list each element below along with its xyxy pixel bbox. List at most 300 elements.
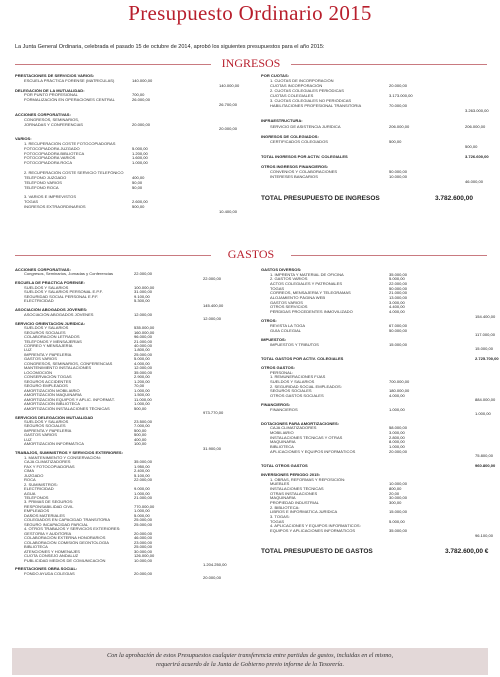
row-label: Congresos, Seminarios, Jornadas y Conferencias — [23, 272, 145, 277]
footer-line-1: Con la aprobación de estos Presupuestos cualquier transferencia entre partidas de gastos, incluidas en el mismo, — [106, 652, 394, 659]
row-label: OTRAS INSTALACIONES — [269, 492, 391, 497]
row-amount: 100,00 — [134, 442, 147, 447]
row-total: 22.000,00 — [203, 276, 222, 281]
row-label: IMPUESTOS: — [261, 337, 287, 342]
row-label: SEGUROS SOCIALES — [23, 424, 145, 429]
row-label: 2. GASTOS VARIOS — [269, 277, 391, 282]
row-label: INGRESOS EXTRAORDINARIOS — [23, 205, 145, 210]
row-label: 2. RECUPERACIÓN COSTE SERVICIO TELEFÓNICO — [23, 171, 145, 176]
row-label: AMORTIZACIÓN EQUIPOS Y APLIC. INFORMÁT. — [23, 398, 145, 403]
row-amount: 4.000,00 — [389, 309, 405, 314]
row-amount: 35.000,00 — [134, 370, 153, 375]
row-label: PUBLICIDAD MEDIOS DE COMUNICACIÓN — [23, 559, 145, 564]
row-label: ELECTRICIDAD — [23, 299, 145, 304]
row-amount: 15.000,00 — [389, 510, 408, 515]
row-amount: 31.000,00 — [134, 290, 153, 295]
row-total: 10.400,00 — [219, 209, 238, 214]
row-amount: 5.100,00 — [134, 473, 150, 478]
row-label: INGRESOS DE COLEGIADOS: — [261, 134, 319, 139]
subtotal-row — [261, 155, 500, 160]
budget-row — [261, 125, 500, 130]
section-heading — [261, 119, 500, 124]
budget-row — [261, 130, 500, 135]
row-total: 973.770,00 — [203, 411, 224, 416]
budget-row — [261, 170, 500, 175]
row-amount: 23.000,00 — [134, 540, 153, 545]
row-label: TOTAL GASTOS POR ACTIV. COLEGIALES — [261, 356, 344, 361]
row-amount: 500,00 — [134, 406, 147, 411]
row-amount: 58.000,00 — [389, 426, 408, 431]
row-label: CUOTAS INCORPORACIÓN — [269, 84, 391, 89]
row-label: AMORTIZACIÓN MAQUINARIA — [23, 393, 145, 398]
row-amount: 96.000,00 — [134, 335, 153, 340]
row-label: OTROS GASTOS SOCIALES — [269, 394, 391, 399]
row-label: GASTOS DIVERSOS: — [261, 268, 302, 272]
row-amount: 25.000,00 — [134, 518, 153, 523]
budget-row — [261, 114, 500, 119]
row-amount: 500,00 — [134, 433, 147, 438]
row-label: SEGUROS SOCIALES — [269, 389, 391, 394]
row-amount: 20.000,00 — [389, 84, 408, 89]
budget-row — [261, 190, 500, 195]
row-total: 96.100,00 — [475, 533, 494, 538]
row-label: MANTENIMIENTO INSTALACIONES — [23, 366, 145, 371]
row-label: GASTOS VARIOS — [23, 433, 145, 438]
row-total: 206.000,00 — [465, 124, 486, 129]
row-amount: 50,00 — [132, 180, 143, 185]
row-amount: 2.400,00 — [134, 469, 150, 474]
row-amount: 7.000,00 — [134, 424, 150, 429]
row-total: 20.000,00 — [203, 576, 222, 581]
row-amount: 500,00 — [132, 204, 145, 209]
row-label: ELECTRICIDAD — [23, 487, 145, 492]
row-amount: 100.000,00 — [134, 285, 155, 290]
row-label: SUELDOS Y SALARIOS PERSONAL E.P.F. — [23, 290, 145, 295]
row-amount: 4.000,00 — [389, 393, 405, 398]
row-total: 3.726.600,00 — [465, 154, 489, 159]
row-label: MAQUINARIA — [269, 440, 391, 445]
row-amount: 4.400,00 — [389, 305, 405, 310]
row-label: CONSERVACIÓN TOGAS — [23, 375, 145, 380]
row-amount: 35.000,00 — [389, 528, 408, 533]
row-amount: 46.000,00 — [134, 536, 153, 541]
ingresos-rule-right — [291, 64, 487, 65]
row-label: REVISTA LA TOGA — [269, 324, 391, 329]
row-amount: 700.000,00 — [389, 379, 410, 384]
row-amount: 3.173.000,00 — [389, 94, 413, 99]
section-heading — [261, 135, 500, 140]
row-amount: 23.500,00 — [134, 419, 153, 424]
row-label: EQUIPOS Y APLICACIONES INFORMÁTICOS — [269, 529, 391, 534]
row-total: 75.800,00 — [475, 454, 494, 459]
budget-row — [261, 160, 500, 165]
row-label: BIBLIOTECA — [269, 445, 391, 450]
row-label: JORNADAS Y CONFERENCIAS — [23, 123, 145, 128]
row-total: 46.000,00 — [465, 180, 484, 185]
row-label: SUELDOS Y SALARIOS — [23, 326, 145, 331]
row-label: TELÉFONO VARIOS — [23, 181, 145, 186]
row-label: PÉRDIDAS PROCEDENTES INMOVILIZADO — [269, 310, 391, 315]
row-label: CAJA CLIMATIZADORES — [269, 426, 391, 431]
row-label: TOTAL PRESUPUESTO DE GASTOS — [261, 547, 373, 555]
row-total: 145.400,00 — [203, 303, 224, 308]
row-label: TOTAL INGRESOS POR ACTIV. COLEGIALES — [261, 154, 348, 159]
row-label: ESCUELA DE PRÁCTICA FORENSE: — [15, 281, 85, 286]
row-label: CONGRESOS, SEMINARIOS, CONFERENCIAS — [23, 362, 145, 367]
row-label: ASOCIACIÓN ABOGADOS JÓVENES — [23, 313, 145, 318]
row-label: COLABORACIÓN LETRADOS — [23, 335, 145, 340]
row-label: IMPRENTA Y PAPELERÍA — [23, 429, 145, 434]
row-total: 1.204.250,00 — [203, 563, 227, 568]
section-heading — [261, 165, 500, 170]
row-label: ASOCIACIÓN ABOGADOS JÓVENES: — [15, 308, 88, 313]
row-amount: 50,00 — [132, 185, 143, 190]
row-amount: 10.000,00 — [134, 558, 153, 563]
row-label: COLABORACIÓN COMISIÓN DEONTOLOGÍA — [23, 541, 145, 546]
row-amount: 800,00 — [389, 487, 402, 492]
row-label: CAJA CLIMATIZADORES — [23, 460, 145, 465]
row-label: CUOTA CONSEJO ANDALUZ — [23, 554, 145, 559]
row-label: COLEGIADOS EN CAPACIDAD TRANSITORIA — [23, 518, 145, 523]
row-label: 2. BIBLIOTECA: — [269, 506, 391, 511]
row-label: PERSONAL: — [269, 371, 391, 376]
budget-row — [15, 210, 259, 215]
row-label: SEGURO INCAPACIDAD PARCIAL — [23, 523, 145, 528]
budget-row — [15, 576, 243, 581]
row-label: 3. CUOTAS COLEGIALES NO PERIÓDICAS — [269, 99, 391, 104]
row-label: 1. REMUNERACIONES FIJAS — [269, 375, 391, 380]
row-label: 3. TOGAS: — [269, 515, 391, 520]
budget-row — [261, 99, 500, 104]
row-amount: 22.000,00 — [389, 281, 408, 286]
row-amount: 13.000,00 — [389, 295, 408, 300]
row-amount: 206.000,00 — [389, 124, 410, 129]
row-amount: 70,00 — [134, 384, 145, 389]
row-amount: 20.000,00 — [134, 571, 153, 576]
row-label: SEGURIDAD SOCIAL PERSONAL E.P.F. — [23, 295, 145, 300]
row-label: ACTOS COLEGIALES Y PATRONALES — [269, 282, 391, 287]
row-label: TOTAL OTROS GASTOS — [261, 463, 308, 468]
row-label: TOGAS — [269, 520, 391, 525]
row-total: 3.782.600,00 € — [445, 547, 489, 555]
row-label: CORREO Y MENSAJERÍA — [23, 344, 145, 349]
row-label: SUELDOS Y SALARIOS — [269, 380, 391, 385]
row-label: GUÍA COLEGIAL — [269, 329, 391, 334]
row-label: PROPIEDAD INDUSTRIAL — [269, 501, 391, 506]
row-label: SEGUROS ACCIDENTES — [23, 380, 145, 385]
row-label: VARIOS: — [15, 137, 32, 142]
row-label: OTROS GASTOS: — [261, 365, 295, 370]
row-amount: 12.000,00 — [134, 366, 153, 371]
row-amount: 700,00 — [132, 93, 145, 98]
row-amount: 22.000,00 — [134, 272, 153, 277]
budget-row — [261, 185, 500, 190]
row-label: FORMALIZACIÓN EN OPERACIONES CENTRAL — [23, 98, 145, 103]
row-amount: 3.000,00 — [389, 300, 405, 305]
row-total: 500,00 — [465, 144, 478, 149]
row-label: DOTACIONES PARA AMORTIZACIONES: — [261, 421, 340, 426]
row-label: TOGAS — [23, 200, 145, 205]
gastos-title: GASTOS — [227, 247, 275, 261]
grand-total-row — [261, 548, 500, 555]
row-label: TOTAL PRESUPUESTO DE INGRESOS — [261, 195, 380, 203]
budget-row — [261, 175, 500, 180]
row-amount: 50.000,00 — [389, 328, 408, 333]
row-total: 117.000,00 — [475, 333, 495, 338]
row-label: OTROS INGRESOS FINANCIEROS: — [261, 164, 329, 169]
row-amount: 3.000,00 — [389, 431, 405, 436]
row-amount: 535.000,00 — [134, 326, 155, 331]
section-heading — [261, 74, 500, 79]
row-amount: 8.000,00 — [389, 440, 405, 445]
row-label: INSTALACIONES TÉCNICAS Y OTRAS — [269, 436, 391, 441]
budget-row — [261, 145, 500, 150]
row-label: 4. APLICACIONES Y EQUIPOS INFORMÁTICOS: — [269, 524, 391, 529]
row-label: PRESTACIONES OBRA SOCIAL: — [15, 567, 78, 572]
row-amount: 15.000,00 — [389, 342, 408, 347]
row-amount: 35.000,00 — [134, 460, 153, 465]
row-label: LIBROS E INFORMÁTICA JURÍDICA — [269, 510, 391, 515]
row-amount: 70.000,00 — [389, 104, 408, 109]
row-label: INTERESES BANCARIOS — [269, 175, 391, 180]
row-label: ESCUELA PRÁCTICA FORENSE (MATRÍCULAS) — [23, 79, 145, 84]
row-amount: 21.000,00 — [134, 495, 153, 500]
row-amount: 9.000,00 — [134, 487, 150, 492]
row-amount: 1.000,00 — [132, 161, 148, 166]
row-label: FAX Y FOTOCOPIADORAS — [23, 465, 145, 470]
row-amount: 35.000,00 — [389, 272, 408, 277]
row-label: POR PUNTO PROFESIONAL — [23, 93, 145, 98]
row-label: 2. CUOTAS COLEGIALES PERIÓDICAS — [269, 89, 391, 94]
row-amount: 300,00 — [389, 501, 402, 505]
row-label: INSTALACIONES TÉCNICAS — [269, 487, 391, 492]
row-label: APLICACIONES Y EQUIPOS INFORMÁTICOS — [269, 450, 391, 455]
row-label: FOTOCOPIADORA JUZGADO — [23, 147, 145, 152]
row-label: EMPLEADOS — [23, 509, 145, 514]
gastos-rule-right — [291, 255, 487, 256]
row-label: JUZGADO — [23, 474, 145, 479]
row-amount: 4.000,00 — [134, 361, 150, 366]
row-label: SUELDOS Y SALARIOS — [23, 420, 145, 425]
row-label: AMORTIZACIÓN BIBLIOTECA — [23, 402, 145, 407]
row-label: FONDO AYUDA COLEGIAS — [23, 572, 145, 577]
row-amount: 1.000,00 — [134, 402, 150, 407]
budget-row — [261, 84, 500, 89]
row-total: 1.000,00 — [475, 412, 491, 417]
row-label: 4. OTROS TRABAJOS Y SERVICIOS EXTERIORES: — [23, 527, 145, 532]
row-label: INFRAESTRUCTURA: — [261, 119, 303, 124]
row-label: 1. RECUPERACIÓN COSTE FOTOCOPIADORAS — [23, 142, 145, 147]
row-amount: 5.300,00 — [134, 299, 150, 304]
row-amount: 126.000,00 — [134, 554, 155, 559]
row-label: ACCIONES CORPORATIVAS: — [15, 112, 71, 117]
row-label: DAÑOS MATERIALES — [23, 514, 145, 519]
row-label: AMORTIZACIÓN MOBILIARIO — [23, 389, 145, 394]
row-amount: 5.000,00 — [134, 513, 150, 518]
row-label: RESPONSABILIDAD CIVIL — [23, 505, 145, 510]
budget-row — [261, 109, 500, 114]
row-label: CONGRESOS, SEMINARIOS, — [23, 118, 145, 123]
row-amount: 2.800,00 — [389, 435, 405, 440]
row-label: 1. IMPRENTA Y MATERIAL DE OFICINA — [269, 273, 391, 278]
row-label: MAQUINARIA — [269, 496, 391, 501]
row-total: 12.000,00 — [203, 317, 222, 322]
row-label: FINANCIEROS — [269, 408, 391, 413]
row-label: ROCA — [23, 478, 145, 483]
row-amount: 1.200,00 — [132, 151, 148, 156]
row-amount: 400,00 — [134, 437, 147, 442]
intro-text: La Junta General Ordinaria, celebrada el pasado 15 de octubre de 2014, aprobó los siguientes presupuestos para el año 2015: — [15, 44, 325, 50]
row-amount: 22.000,00 — [134, 478, 153, 483]
row-amount: 770.000,00 — [134, 504, 155, 509]
row-amount: 2.900,00 — [134, 375, 150, 380]
row-amount: 1.000,00 — [134, 509, 150, 514]
row-label: SERVICIOS DELEGACIÓN MUTUALIDAD — [15, 415, 94, 420]
row-label: AMORTIZACIÓN INFORMÁTICA — [23, 442, 145, 447]
row-amount: 10.000,00 — [389, 482, 408, 487]
row-amount: 1.000,00 — [389, 445, 405, 450]
row-amount: 1.800,00 — [134, 348, 150, 353]
row-total: 31.900,00 — [203, 446, 222, 451]
row-label: TELÉFONO JUZGADO — [23, 176, 145, 181]
row-amount: 5.000,00 — [389, 519, 405, 524]
row-label: 3. PRIMAS DE SEGUROS: — [23, 500, 145, 505]
grand-total-row — [261, 195, 500, 202]
budget-row — [261, 140, 500, 145]
row-label: GASTOS VARIOS — [23, 357, 145, 362]
row-amount: 1.500,00 — [134, 393, 150, 398]
row-amount: 10.000,00 — [389, 175, 408, 179]
row-amount: 67.000,00 — [389, 323, 408, 328]
row-label: SERVICIO DE ASISTENCIA JURÍDICA — [269, 125, 391, 130]
row-amount: 160.000,00 — [134, 330, 155, 335]
row-amount: 180.000,00 — [389, 389, 410, 394]
row-amount: 1.200,00 — [134, 379, 150, 384]
row-amount: 500,00 — [134, 428, 147, 433]
row-label: MOBILIARIO — [269, 431, 391, 436]
row-label: BIBLIOTECA — [23, 545, 145, 550]
row-total: 884.000,00 — [475, 398, 496, 403]
row-amount: 30.000,00 — [134, 549, 153, 554]
row-label: COLABORACIÓN EXTERNA HONORARIOS — [23, 536, 145, 541]
row-label: TELÉFONOS — [23, 496, 145, 501]
row-amount: 1.600,00 — [132, 156, 148, 161]
row-label: POR CUOTAS: — [261, 74, 290, 78]
budget-row — [261, 104, 500, 109]
row-total: 140.000,00 — [219, 83, 240, 88]
row-total: 2.725.700,00 — [475, 356, 499, 361]
budget-row — [261, 89, 500, 94]
row-amount: 30.000,00 — [389, 496, 408, 501]
row-amount: 25.000,00 — [134, 352, 153, 357]
row-label: 3. VARIOS E IMPREVISTOS — [23, 195, 145, 200]
row-label: LOCOMOCIÓN — [23, 371, 145, 376]
row-amount: 1.000,00 — [134, 388, 150, 393]
budget-row — [261, 79, 500, 84]
row-label: SEGURO EMPLEADOS — [23, 384, 145, 389]
row-total: 20.000,00 — [219, 127, 238, 132]
row-label: FOTOCOPIADORA BIBLIOTECA — [23, 152, 145, 157]
row-label: SERVICIO ORIENTACIÓN JURÍDICA: — [15, 321, 86, 326]
row-label: SEGUROS SOCIALES — [23, 331, 145, 336]
row-label: AMORTIZACIÓN INSTALACIONES TÉCNICAS — [23, 407, 145, 412]
row-label: IMPUESTOS Y TRIBUTOS — [269, 343, 391, 348]
row-amount: 25.000,00 — [134, 545, 153, 550]
row-label: 1. CUOTAS DE INCORPORACIÓN — [269, 79, 391, 84]
budget-row — [261, 150, 500, 155]
row-total: 960.800,00 — [475, 463, 496, 468]
row-label: SUELDOS Y SALARIOS — [23, 286, 145, 291]
row-label: TOGAS — [269, 287, 391, 292]
row-label: CIMA — [23, 469, 145, 474]
row-label: TELÉFONOS Y MENSAJERÍAS — [23, 340, 145, 345]
row-label: DELEGACIÓN DE LA MUTUALIDAD: — [15, 88, 85, 93]
row-label: LUZ — [23, 348, 145, 353]
row-label: HABILITACIONES PROFESIONAL TRANSITORIA — [269, 104, 391, 109]
row-label: 1. MANTENIMIENTO Y CONSERVACIÓN: — [23, 456, 145, 461]
row-amount: 400,00 — [132, 175, 145, 180]
row-label: 2. SEGURIDAD SOCIAL EMPLEADOS: — [269, 385, 391, 390]
row-label: MUEBLES — [269, 482, 391, 487]
row-label: FOTOCOPIADORA VARIOS — [23, 156, 145, 161]
row-label: LUZ — [23, 438, 145, 443]
row-label: ACCIONES CORPORATIVAS: — [15, 268, 71, 272]
row-total: 26.700,00 — [219, 103, 238, 108]
ingresos-title: INGRESOS — [221, 56, 281, 70]
row-amount: 1.950,00 — [134, 464, 150, 469]
row-label: CORREOS, MENSAJERÍA Y TELEGRAMAS — [269, 291, 391, 296]
row-amount: 12.000,00 — [134, 312, 153, 317]
row-label: 2. SUMINISTROS: — [23, 483, 145, 488]
row-label: AGUA — [23, 492, 145, 497]
row-amount: 26.000,00 — [132, 98, 151, 103]
row-amount: 40.000,00 — [134, 343, 153, 348]
row-label: CONVENIOS Y COLABORACIONES — [269, 170, 391, 175]
row-label: ATENCIONES Y HOMENAJES — [23, 550, 145, 555]
row-amount: 50.000,00 — [389, 286, 408, 291]
row-amount: 5.000,00 — [389, 277, 405, 282]
row-amount: 21.000,00 — [389, 291, 408, 296]
row-amount: 20.000,00 — [132, 122, 151, 127]
row-amount: 9.100,00 — [134, 294, 150, 299]
row-amount: 20,00 — [389, 491, 400, 496]
row-amount: 140.000,00 — [132, 78, 153, 83]
budget-row — [261, 94, 500, 99]
row-amount: 5.000,00 — [132, 146, 148, 151]
row-amount: 1.000,00 — [134, 491, 150, 496]
row-amount: 11.000,00 — [134, 397, 152, 402]
row-label: TRABAJOS, SUMINISTROS Y SERVICIOS EXTERIORES: — [15, 451, 123, 456]
row-label: FINANCIEROS: — [261, 403, 291, 408]
row-amount: 5.000,00 — [134, 357, 150, 362]
row-label: OTROS SERVICIOS — [269, 305, 391, 310]
row-label: GESTORÍA Y AUDITORÍA — [23, 532, 145, 537]
row-label: TELÉFONO ROCA — [23, 186, 145, 191]
row-amount: 20.000,00 — [389, 449, 408, 454]
row-amount: 25.000,00 — [134, 522, 153, 527]
row-label: OTROS: — [261, 319, 277, 324]
row-amount: 50.000,00 — [389, 169, 408, 174]
row-label: 1. OBRAS, REFORMAS Y REPOSICIÓN: — [269, 478, 391, 483]
row-label: IMPRENTA Y PAPELERÍA — [23, 353, 145, 358]
row-label: FOTOCOPIADORA ROCA — [23, 161, 145, 166]
row-label: PRESTACIONES DE SERVICIOS VARIOS: — [15, 74, 95, 78]
footer-line-2: requerirá acuerdo de la Junta de Gobierno previo informe de la Tesorería. — [155, 660, 345, 668]
page-title: Presupuesto Ordinario 2015 — [128, 1, 372, 25]
row-total: 3.782.600,00 — [435, 195, 473, 203]
row-amount: 21.000,00 — [134, 339, 153, 344]
row-label: ALOJAMIENTO PÁGINA WEB — [269, 296, 391, 301]
